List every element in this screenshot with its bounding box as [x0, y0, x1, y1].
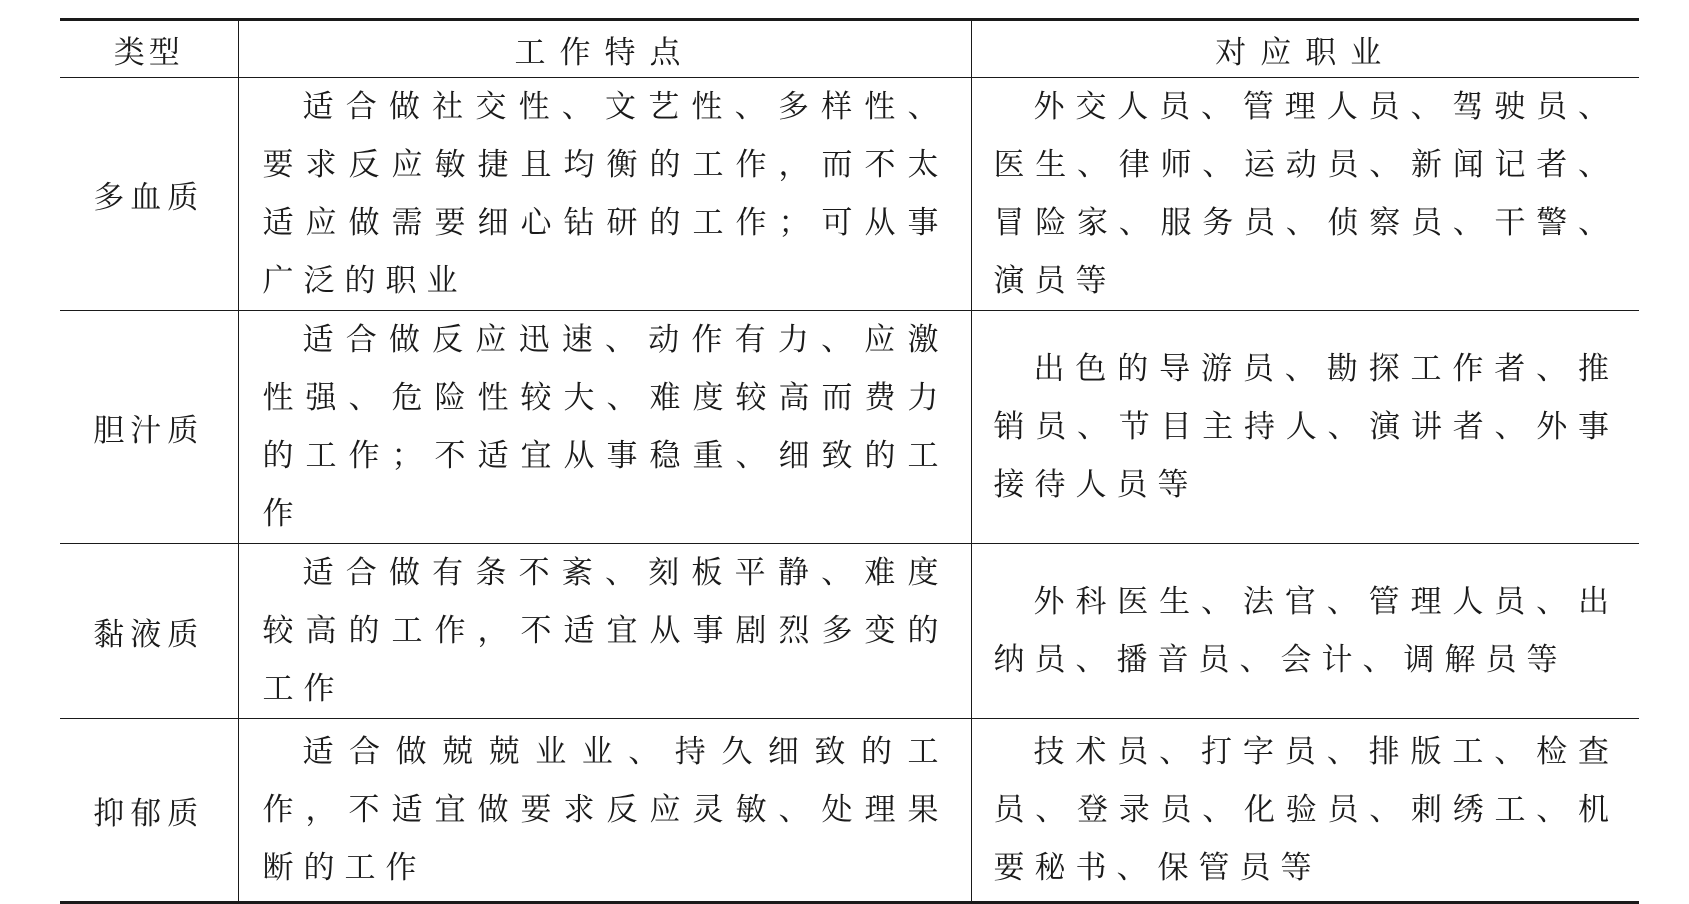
type-cell: 黏液质	[60, 544, 238, 719]
table-row	[60, 78, 1639, 311]
occupations-cell: 外科医生、法官、管理人员、出纳员、播音员、会计、调解员等	[971, 544, 1639, 719]
occupations-cell: 外交人员、管理人员、驾驶员、医生、律师、运动员、新闻记者、冒险家、服务员、侦察员、干警、演员等	[971, 78, 1639, 311]
occupations-cell: 技术员、打字员、排版工、检查员、登录员、化验员、刺绣工、机要秘书、保管员等	[971, 719, 1639, 903]
header-type: 类型	[60, 20, 238, 78]
table	[60, 18, 1639, 904]
temperament-occupation-table	[60, 18, 1639, 904]
type-cell: 抑郁质	[60, 719, 238, 903]
occupations-cell: 出色的导游员、勘探工作者、推销员、节目主持人、演讲者、外事接待人员等	[971, 311, 1639, 544]
header-row	[60, 20, 1639, 78]
table-row	[60, 719, 1639, 903]
features-cell: 适合做兢兢业业、持久细致的工作，不适宜做要求反应灵敏、处理果断的工作	[238, 719, 971, 903]
features-cell: 适合做有条不紊、刻板平静、难度较高的工作，不适宜从事剧烈多变的工作	[238, 544, 971, 719]
type-cell: 多血质	[60, 78, 238, 311]
header-occupations: 对应职业	[971, 20, 1639, 78]
table-row	[60, 311, 1639, 544]
type-cell: 胆汁质	[60, 311, 238, 544]
header-features: 工作特点	[238, 20, 971, 78]
features-cell: 适合做反应迅速、动作有力、应激性强、危险性较大、难度较高而费力的工作；不适宜从事稳重、细致的工作	[238, 311, 971, 544]
features-cell: 适合做社交性、文艺性、多样性、要求反应敏捷且均衡的工作，而不太适应做需要细心钻研的工作；可从事广泛的职业	[238, 78, 971, 311]
table-row	[60, 544, 1639, 719]
